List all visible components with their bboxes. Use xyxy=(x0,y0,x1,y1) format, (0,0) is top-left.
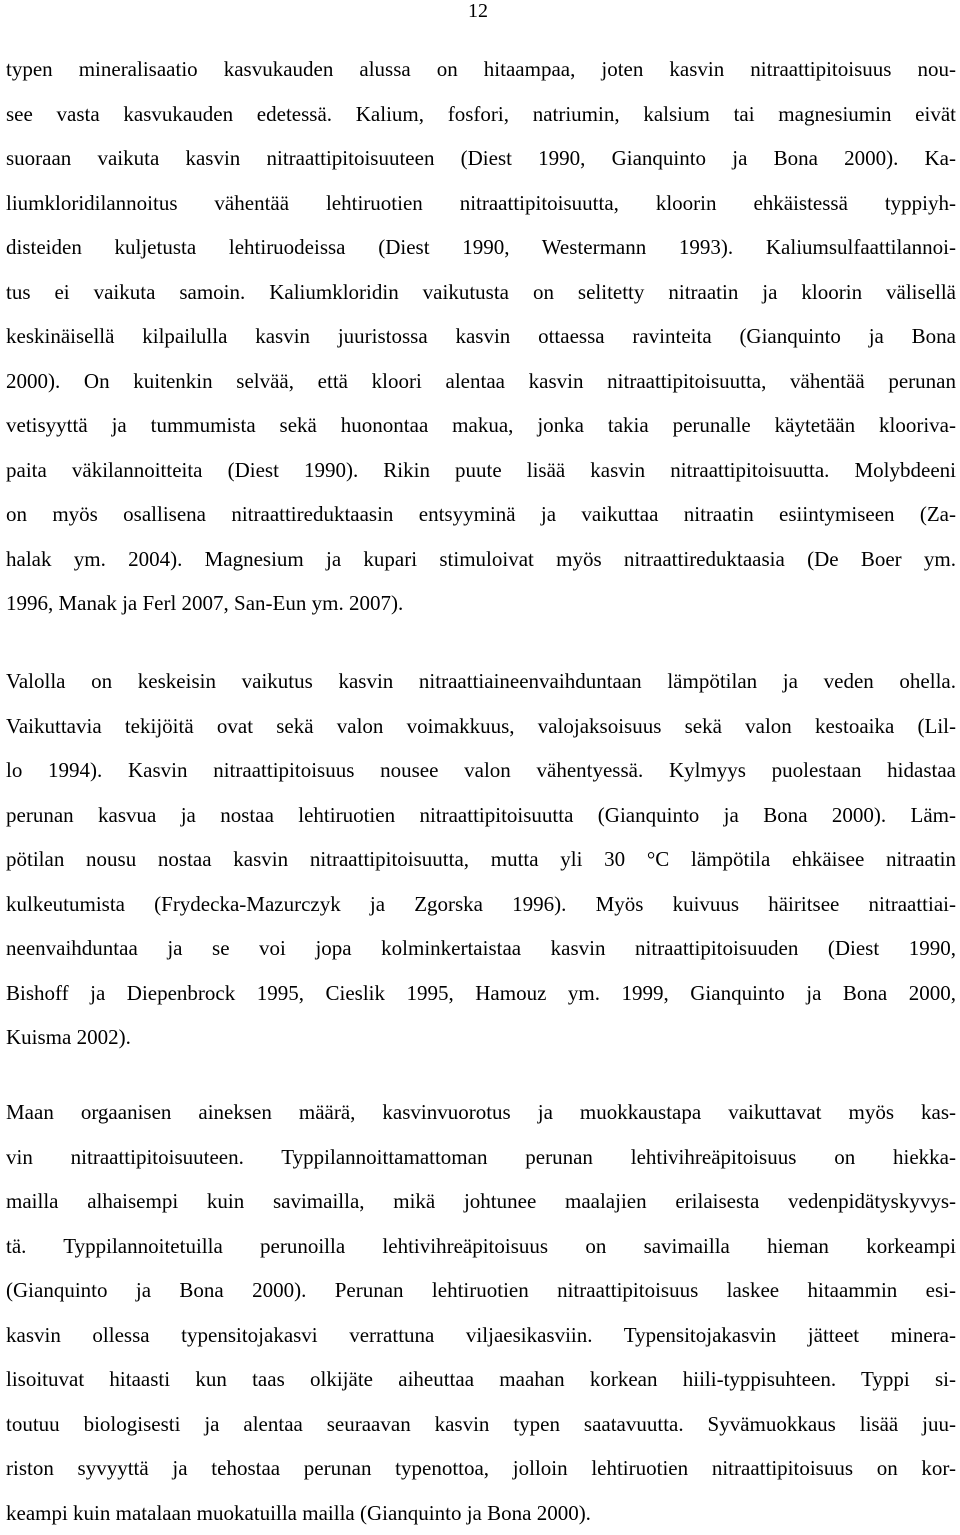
text-line: liumkloridilannoitus vähentää lehtiruotien nitraattipitoisuutta, kloorin ehkäistessä typpiyh- xyxy=(6,181,956,226)
page-number: 12 xyxy=(468,0,488,22)
text-line: neenvaihduntaa ja se voi jopa kolminkertaistaa kasvin nitraattipitoisuuden (Diest 1990, xyxy=(6,926,956,971)
text-line: on myös osallisena nitraattireduktaasin entsyyminä ja vaikuttaa nitraatin esiintymiseen (Za- xyxy=(6,492,956,537)
text-line: tus ei vaikuta samoin. Kaliumkloridin vaikutusta on selitetty nitraatin ja kloorin välisellä xyxy=(6,270,956,315)
text-line: kulkeutumista (Frydecka-Mazurczyk ja Zgorska 1996). Myös kuivuus häiritsee nitraattiai- xyxy=(6,882,956,927)
text-line: 2000). On kuitenkin selvää, että kloori alentaa kasvin nitraattipitoisuutta, vähentää perunan xyxy=(6,359,956,404)
text-line: riston syvyyttä ja tehostaa perunan typenottoa, jolloin lehtiruotien nitraattipitoisuus on kor- xyxy=(6,1446,956,1491)
text-line: Vaikuttavia tekijöitä ovat sekä valon voimakkuus, valojaksoisuus sekä valon kestoaika (Lil- xyxy=(6,704,956,749)
text-line: toutuu biologisesti ja alentaa seuraavan kasvin typen saatavuutta. Syvämuokkaus lisää juu- xyxy=(6,1402,956,1447)
text-line: suoraan vaikuta kasvin nitraattipitoisuuteen (Diest 1990, Gianquinto ja Bona 2000). Ka- xyxy=(6,136,956,181)
text-line: lisoituvat hitaasti kun taas olkijäte aiheuttaa maahan korkean hiili-typpisuhteen. Typpi si- xyxy=(6,1357,956,1402)
text-line: halak ym. 2004). Magnesium ja kupari stimuloivat myös nitraattireduktaasia (De Boer ym. xyxy=(6,537,956,582)
text-line: keskinäisellä kilpailulla kasvin juuristossa kasvin ottaessa ravinteita (Gianquinto ja Bona xyxy=(6,314,956,359)
text-line: pötilan nousu nostaa kasvin nitraattipitoisuutta, mutta yli 30 °C lämpötila ehkäisee nitraatin xyxy=(6,837,956,882)
text-line: see vasta kasvukauden edetessä. Kalium, fosfori, natriumin, kalsium tai magnesiumin eivät xyxy=(6,92,956,137)
text-line: typen mineralisaatio kasvukauden alussa on hitaampaa, joten kasvin nitraattipitoisuus nou- xyxy=(6,47,956,92)
text-line: Valolla on keskeisin vaikutus kasvin nitraattiaineenvaihduntaan lämpötilan ja veden ohella. xyxy=(6,659,956,704)
text-line: lo 1994). Kasvin nitraattipitoisuus nousee valon vähentyessä. Kylmyys puolestaan hidastaa xyxy=(6,748,956,793)
text-line: disteiden kuljetusta lehtiruodeissa (Diest 1990, Westermann 1993). Kaliumsulfaattilannoi- xyxy=(6,225,956,270)
text-line: vetisyyttä ja tummumista sekä huonontaa makua, jonka takia perunalle käytetään klooriva- xyxy=(6,403,956,448)
paragraph-soil-organic-matter xyxy=(6,1090,956,1535)
paragraph-light-temperature xyxy=(6,659,956,1060)
text-line: vin nitraattipitoisuuteen. Typpilannoittamattoman perunan lehtivihreäpitoisuus on hiekka- xyxy=(6,1135,956,1180)
text-line: Kuisma 2002). xyxy=(6,1015,956,1060)
text-line: Bishoff ja Diepenbrock 1995, Cieslik 1995, Hamouz ym. 1999, Gianquinto ja Bona 2000, xyxy=(6,971,956,1016)
text-line: kasvin ollessa typensitojakasvi verrattuna viljaesikasviin. Typensitojakasvin jätteet minera- xyxy=(6,1313,956,1358)
text-line: (Gianquinto ja Bona 2000). Perunan lehtiruotien nitraattipitoisuus laskee hitaammin esi- xyxy=(6,1268,956,1313)
text-line: paita väkilannoitteita (Diest 1990). Rikin puute lisää kasvin nitraattipitoisuutta. Molybdeeni xyxy=(6,448,956,493)
text-line: 1996, Manak ja Ferl 2007, San-Eun ym. 2007). xyxy=(6,581,956,626)
text-line: keampi kuin matalaan muokatuilla mailla (Gianquinto ja Bona 2000). xyxy=(6,1491,956,1535)
text-line: tä. Typpilannoitetuilla perunoilla lehtivihreäpitoisuus on savimailla hieman korkeampi xyxy=(6,1224,956,1269)
text-line: mailla alhaisempi kuin savimailla, mikä johtunee maalajien erilaisesta vedenpidätyskyvys- xyxy=(6,1179,956,1224)
text-line: perunan kasvua ja nostaa lehtiruotien nitraattipitoisuutta (Gianquinto ja Bona 2000). Läm- xyxy=(6,793,956,838)
text-line: Maan orgaanisen aineksen määrä, kasvinvuorotus ja muokkaustapa vaikuttavat myös kas- xyxy=(6,1090,956,1135)
paragraph-mineral-nutrients xyxy=(6,47,956,626)
